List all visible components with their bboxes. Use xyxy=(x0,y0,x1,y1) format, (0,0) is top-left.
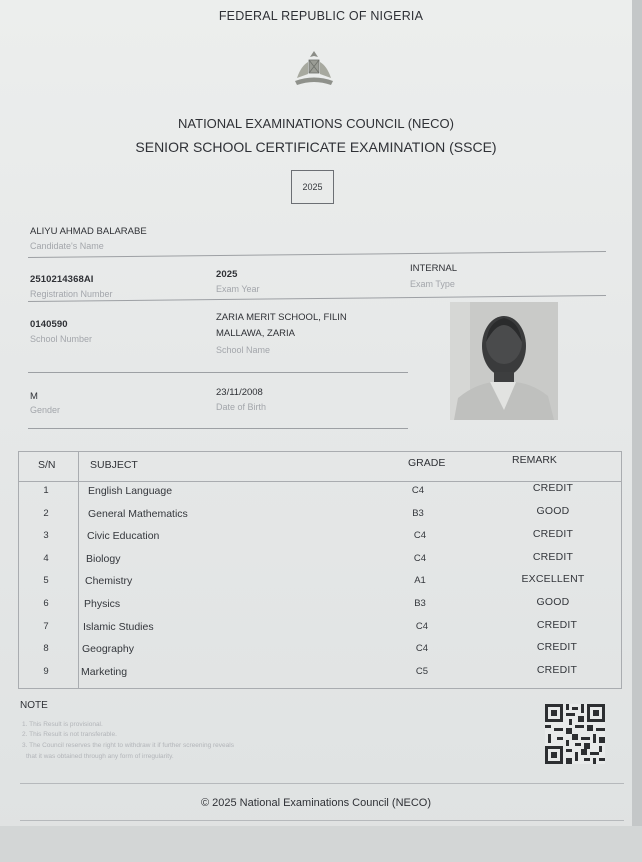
table-row xyxy=(18,481,622,504)
divider xyxy=(28,295,606,302)
exam-type-label: Exam Type xyxy=(410,279,455,289)
school-number-label: School Number xyxy=(30,334,93,344)
exam-year: 2025 xyxy=(216,269,238,280)
row-remark: CREDIT xyxy=(536,641,578,654)
row-subject: Chemistry xyxy=(85,575,133,588)
results-table xyxy=(18,451,622,689)
row-grade: C5 xyxy=(415,665,429,677)
candidate-name-label: Candidate's Name xyxy=(30,241,104,251)
row-grade: A1 xyxy=(414,575,426,587)
exam-year-label: Exam Year xyxy=(216,284,260,294)
table-border xyxy=(18,688,622,689)
table-row xyxy=(18,571,622,594)
row-subject: Geography xyxy=(82,643,134,656)
table-row xyxy=(18,504,622,527)
date-of-birth-label: Date of Birth xyxy=(216,402,267,412)
row-grade: B3 xyxy=(412,507,424,519)
country-heading: FEDERAL REPUBLIC OF NIGERIA xyxy=(218,9,424,23)
passport-photo xyxy=(450,302,558,420)
row-remark: CREDIT xyxy=(532,528,574,541)
note-heading: NOTE xyxy=(20,700,48,711)
row-sn: 4 xyxy=(43,552,49,564)
school-name-line-1: ZARIA MERIT SCHOOL, FILIN xyxy=(216,312,347,323)
qr-code-icon xyxy=(545,704,605,764)
header-grade: GRADE xyxy=(408,457,446,469)
table-row xyxy=(18,617,622,640)
table-row xyxy=(18,526,622,549)
note-item: 2. This Result is not transferable. xyxy=(22,731,117,738)
table-row xyxy=(18,594,622,617)
row-remark: CREDIT xyxy=(536,663,578,676)
coat-of-arms-icon xyxy=(291,48,337,90)
divider xyxy=(28,428,408,429)
row-sn: 9 xyxy=(43,665,49,677)
row-remark: EXCELLENT xyxy=(521,573,585,586)
year-box: 2025 xyxy=(291,170,334,204)
row-grade: B3 xyxy=(414,598,426,609)
row-remark: CREDIT xyxy=(532,482,574,494)
candidate-name: ALIYU AHMAD BALARABE xyxy=(30,226,147,237)
header-remark: REMARK xyxy=(512,454,557,466)
row-subject: General Mathematics xyxy=(88,507,188,520)
paper-bottom-edge xyxy=(0,826,642,862)
row-sn: 2 xyxy=(43,507,49,519)
row-subject: Physics xyxy=(84,598,121,610)
row-grade: C4 xyxy=(413,552,427,564)
row-sn: 7 xyxy=(43,620,49,632)
table-row xyxy=(18,662,622,685)
registration-number: 2510214368AI xyxy=(30,274,94,285)
row-subject: Biology xyxy=(86,552,121,565)
registration-label: Registration Number xyxy=(30,289,113,299)
divider xyxy=(28,251,606,258)
row-sn: 6 xyxy=(43,598,49,609)
row-sn: 1 xyxy=(43,485,49,496)
table-border xyxy=(18,451,622,452)
row-grade: C4 xyxy=(415,620,429,632)
school-name-line-2: MALLAWA, ZARIA xyxy=(216,328,296,339)
row-subject: Islamic Studies xyxy=(83,620,154,633)
row-subject: Marketing xyxy=(81,665,128,678)
row-remark: CREDIT xyxy=(536,618,578,631)
row-sn: 3 xyxy=(43,530,49,542)
school-number: 0140590 xyxy=(30,319,68,330)
date-of-birth: 23/11/2008 xyxy=(216,387,263,398)
row-grade: C4 xyxy=(415,643,429,655)
row-sn: 5 xyxy=(43,575,49,587)
divider xyxy=(20,820,624,821)
exam-heading: SENIOR SCHOOL CERTIFICATE EXAMINATION (SSCE) xyxy=(135,139,497,155)
footer-copyright: © 2025 National Examinations Council (NECO) xyxy=(200,797,432,809)
divider xyxy=(20,783,624,784)
row-remark: GOOD xyxy=(536,596,570,608)
header-subject: SUBJECT xyxy=(90,459,138,471)
school-name-label: School Name xyxy=(216,345,271,355)
candidate-photo-image xyxy=(450,302,558,420)
header-sn: S/N xyxy=(38,459,56,471)
divider xyxy=(28,372,408,373)
gender-label: Gender xyxy=(30,405,61,415)
row-subject: English Language xyxy=(88,485,173,497)
row-sn: 8 xyxy=(43,643,49,655)
paper-edge xyxy=(632,0,642,862)
table-row xyxy=(18,639,622,662)
row-remark: CREDIT xyxy=(532,550,574,563)
row-grade: C4 xyxy=(413,530,427,542)
council-heading: NATIONAL EXAMINATIONS COUNCIL (NECO) xyxy=(178,116,454,131)
note-item: that it was obtained through any form of irregularity. xyxy=(26,753,174,760)
row-remark: GOOD xyxy=(536,504,570,517)
row-grade: C4 xyxy=(411,485,425,496)
exam-type: INTERNAL xyxy=(410,263,457,274)
note-item: 3. The Council reserves the right to withdraw it if further screening reveals xyxy=(22,742,234,749)
table-row xyxy=(18,549,622,572)
row-subject: Civic Education xyxy=(87,530,160,543)
gender: M xyxy=(30,391,38,402)
note-item: 1. This Result is provisional. xyxy=(22,721,103,728)
